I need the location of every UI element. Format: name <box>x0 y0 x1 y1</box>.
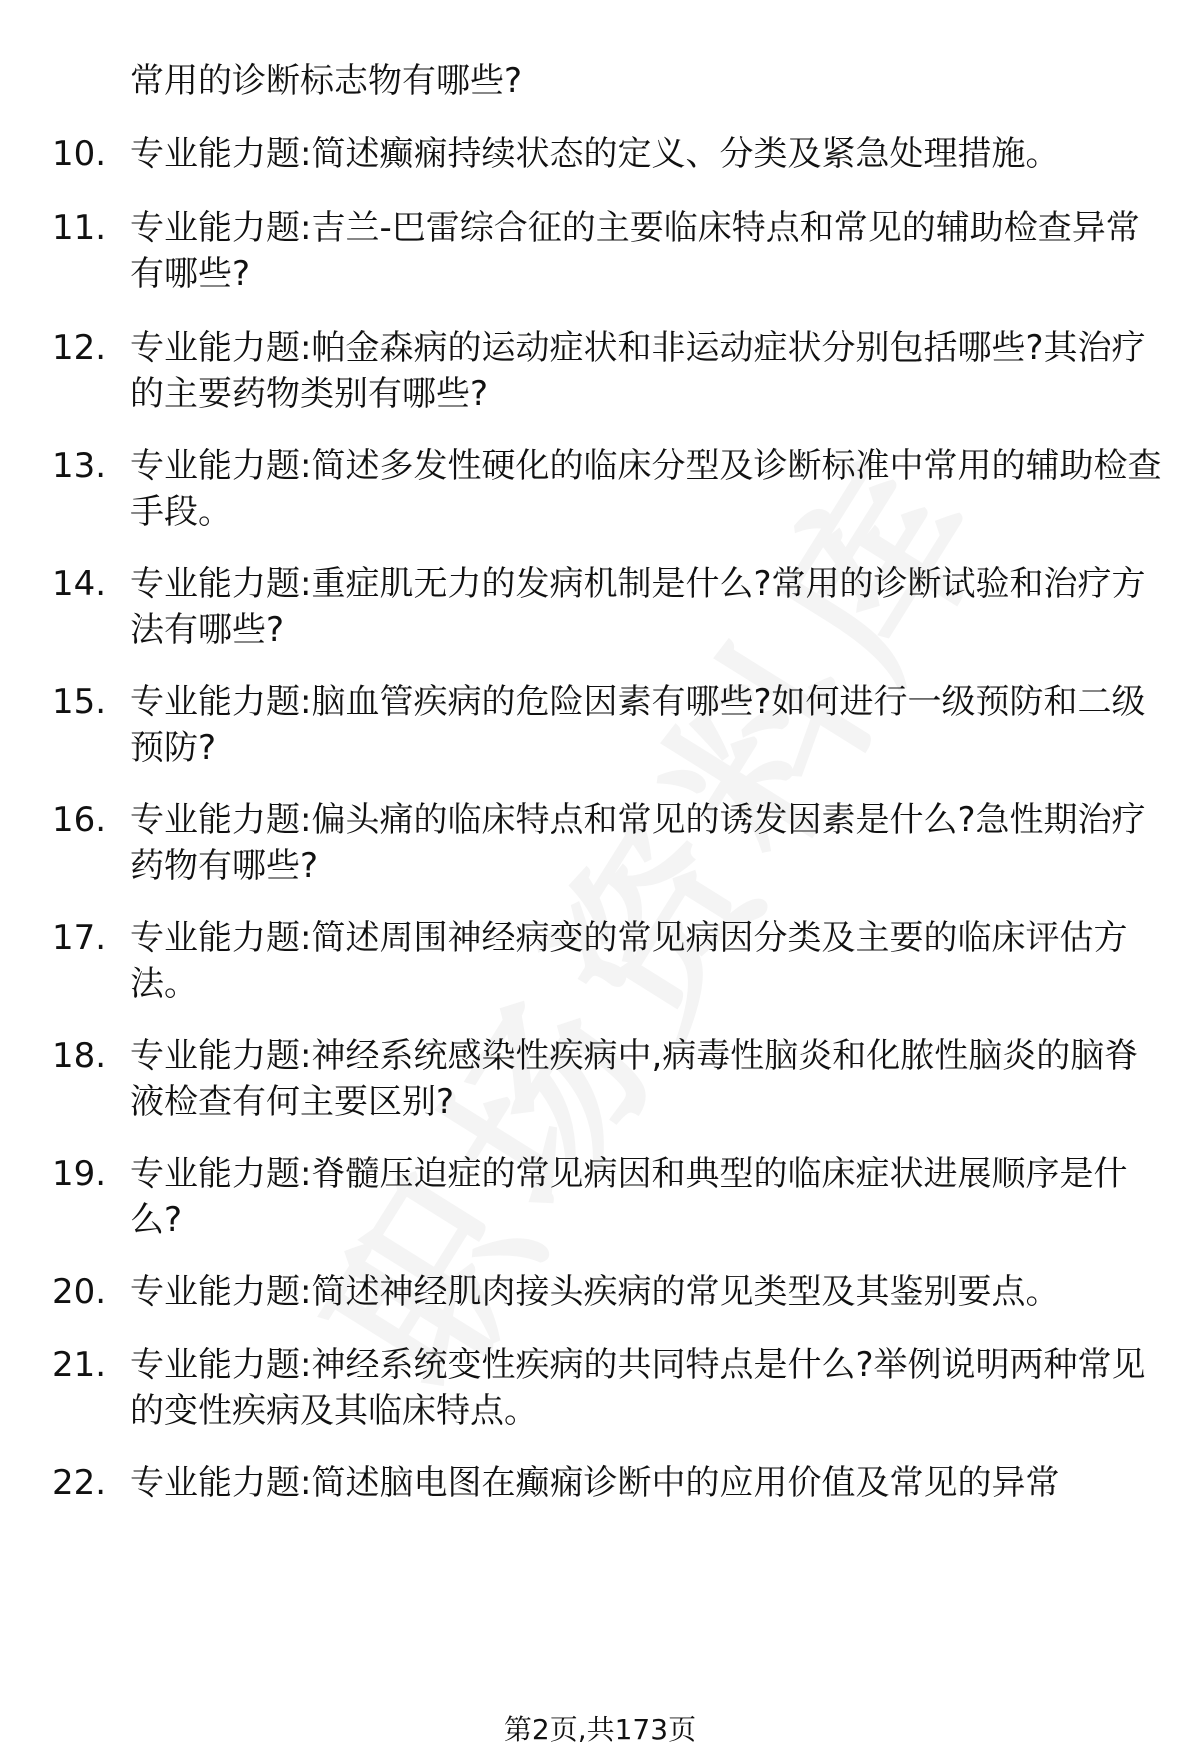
item-text: 专业能力题:重症肌无力的发病机制是什么?常用的诊断试验和治疗方法有哪些? <box>130 564 1146 650</box>
item-number: 17. <box>52 918 107 958</box>
item-text: 专业能力题:帕金森病的运动症状和非运动症状分别包括哪些?其治疗的主要药物类别有哪些? <box>130 328 1146 414</box>
item-text: 专业能力题:简述多发性硬化的临床分型及诊断标准中常用的辅助检查手段。 <box>130 446 1162 532</box>
item-number: 13. <box>52 446 107 486</box>
item-text: 专业能力题:简述癫痫持续状态的定义、分类及紧急处理措施。 <box>130 134 1060 174</box>
item-number: 20. <box>52 1272 107 1312</box>
item-number: 14. <box>52 564 107 604</box>
item-number: 12. <box>52 328 107 368</box>
item-text: 专业能力题:神经系统感染性疾病中,病毒性脑炎和化脓性脑炎的脑脊液检查有何主要区别? <box>130 1036 1139 1122</box>
item-number: 21. <box>52 1345 107 1385</box>
item-number: 11. <box>52 208 107 248</box>
item-number: 22. <box>52 1463 107 1503</box>
item-text: 专业能力题:神经系统变性疾病的共同特点是什么?举例说明两种常见的变性疾病及其临床特点。 <box>130 1345 1146 1431</box>
item-number: 15. <box>52 682 107 722</box>
item-text: 专业能力题:简述神经肌肉接头疾病的常见类型及其鉴别要点。 <box>130 1272 1060 1312</box>
item-text: 专业能力题:简述周围神经病变的常见病因分类及主要的临床评估方法。 <box>130 918 1128 1004</box>
continued-text: 常用的诊断标志物有哪些? <box>130 61 523 101</box>
item-text: 专业能力题:简述脑电图在癫痫诊断中的应用价值及常见的异常 <box>130 1463 1060 1503</box>
item-text: 专业能力题:偏头痛的临床特点和常见的诱发因素是什么?急性期治疗药物有哪些? <box>130 800 1146 886</box>
page-footer: 第2页,共173页 <box>503 1713 697 1746</box>
item-number: 19. <box>52 1154 107 1194</box>
item-text: 专业能力题:脊髓压迫症的常见病因和典型的临床症状进展顺序是什么? <box>130 1154 1128 1240</box>
item-number: 16. <box>52 800 107 840</box>
item-number: 10. <box>52 134 107 174</box>
item-number: 18. <box>52 1036 107 1076</box>
item-text: 专业能力题:脑血管疾病的危险因素有哪些?如何进行一级预防和二级预防? <box>130 682 1146 768</box>
item-text: 专业能力题:吉兰-巴雷综合征的主要临床特点和常见的辅助检查异常有哪些? <box>130 208 1140 294</box>
